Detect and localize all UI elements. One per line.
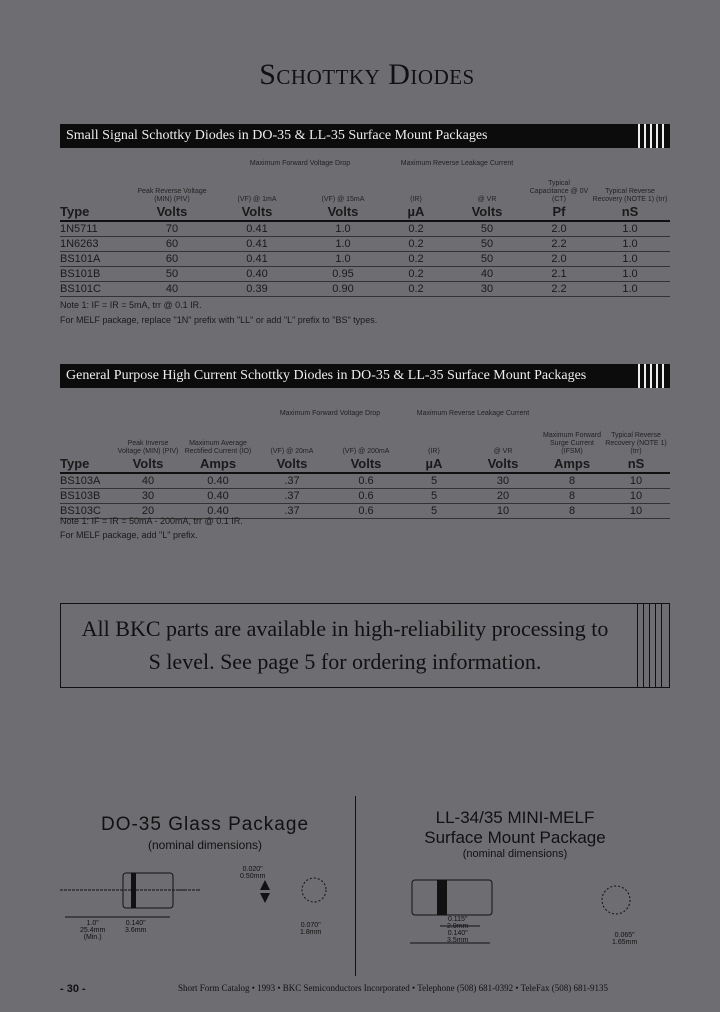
- unit-header: Amps: [180, 456, 256, 473]
- note: Note 1: IF = IR = 5mA, trr @ 0.1 IR.: [60, 300, 202, 310]
- table-cell: 0.2: [386, 237, 446, 252]
- melf-package: [370, 808, 660, 860]
- package-subtitle: (nominal dimensions): [462, 848, 568, 860]
- table-cell: 1.0: [590, 282, 670, 297]
- table-cell: 10: [602, 473, 670, 489]
- table-cell: 50: [130, 267, 214, 282]
- table-cell: 0.6: [328, 504, 404, 519]
- part-number: BS101C: [60, 282, 130, 297]
- footer-text: Short Form Catalog • 1993 • BKC Semiconductors Incorporated • Telephone (508) 681-0392 • TeleFax (508) 681-9135: [178, 983, 608, 993]
- table-cell: 1.0: [300, 221, 386, 237]
- page-number: - 30 -: [60, 983, 86, 995]
- unit-header: µA: [386, 204, 446, 221]
- table-cell: 8: [542, 504, 602, 519]
- dim: 1.65mm: [612, 939, 638, 946]
- table-cell: 0.2: [386, 267, 446, 282]
- table-cell: 5: [404, 504, 464, 519]
- table-cell: 50: [446, 237, 528, 252]
- table-cell: 50: [446, 221, 528, 237]
- unit-header: Volts: [214, 204, 300, 221]
- table-row: [60, 282, 670, 297]
- table-cell: 10: [464, 504, 542, 519]
- do35-drawing: [60, 860, 350, 970]
- part-number: BS101B: [60, 267, 130, 282]
- part-number: BS103B: [60, 489, 116, 504]
- table-cell: 0.40: [214, 267, 300, 282]
- stripe-decoration: [638, 124, 666, 148]
- group-header: Maximum Reverse Leakage Current: [400, 160, 514, 167]
- table-cell: 60: [130, 252, 214, 267]
- col-desc: Typical Capacitance @ 0V (CT): [529, 180, 589, 203]
- table-cell: 0.6: [328, 489, 404, 504]
- high-current-table: [60, 410, 670, 519]
- part-number: 1N5711: [60, 221, 130, 237]
- notice-line: S level. See page 5 for ordering information.: [148, 649, 542, 674]
- small-signal-table: [60, 160, 670, 297]
- stripe-decoration: [637, 604, 663, 687]
- table-cell: 2.0: [528, 252, 590, 267]
- melf-drawing: [400, 870, 680, 970]
- wire-dim: [240, 866, 265, 880]
- col-desc: (VF) @ 15mA: [321, 196, 365, 203]
- table-cell: 30: [464, 473, 542, 489]
- table-cell: 2.0: [528, 221, 590, 237]
- table-cell: 1.0: [590, 221, 670, 237]
- col-desc: Peak Inverse Voltage (MIN) (PIV): [117, 440, 179, 455]
- dim: 0.140": [447, 930, 468, 937]
- table-row: [60, 237, 670, 252]
- dim: 0.50mm: [240, 873, 266, 880]
- package-title: DO-35 Glass Package: [100, 814, 310, 835]
- col-desc: (IR): [410, 196, 422, 203]
- table-cell: 50: [446, 252, 528, 267]
- col-desc: Maximum Forward Surge Current (IFSM): [543, 432, 601, 455]
- dim: 25.4mm: [80, 927, 106, 934]
- dia-dim: [300, 922, 321, 936]
- dim: 0.020": [242, 866, 263, 873]
- section2-banner: [60, 364, 670, 388]
- table-row: [60, 473, 670, 489]
- part-number: 1N6263: [60, 237, 130, 252]
- part-number: BS101A: [60, 252, 130, 267]
- table-cell: 2.2: [528, 282, 590, 297]
- table-cell: 60: [130, 237, 214, 252]
- table-cell: 0.41: [214, 237, 300, 252]
- col-desc: @ VR: [477, 196, 497, 203]
- table-cell: .37: [256, 489, 328, 504]
- table-cell: 20: [116, 504, 180, 519]
- unit-header: Type: [60, 456, 116, 473]
- unit-header: nS: [590, 204, 670, 221]
- table-cell: 40: [116, 473, 180, 489]
- table-cell: 8: [542, 473, 602, 489]
- col-desc: (IR): [428, 448, 440, 455]
- table-cell: 1.0: [300, 237, 386, 252]
- section2-heading: General Purpose High Current Schottky Diodes in DO-35 & LL-35 Surface Mount Packages: [66, 368, 587, 383]
- group-header: Maximum Reverse Leakage Current: [416, 410, 530, 417]
- do35-package: [60, 814, 350, 852]
- note: For MELF package, replace "1N" prefix with "LL" or add "L" prefix to "BS" types.: [60, 315, 378, 325]
- package-title: Surface Mount Package: [424, 828, 606, 847]
- unit-header: Volts: [116, 456, 180, 473]
- dim: 3.6mm: [125, 927, 147, 934]
- col-desc: (VF) @ 1mA: [237, 196, 277, 203]
- col-desc: (VF) @ 20mA: [270, 448, 314, 455]
- table-cell: 0.2: [386, 221, 446, 237]
- package-subtitle: (nominal dimensions): [147, 838, 263, 852]
- dim: 0.140": [125, 920, 146, 927]
- table-cell: 0.2: [386, 282, 446, 297]
- table-cell: 0.41: [214, 221, 300, 237]
- table-cell: 0.41: [214, 252, 300, 267]
- table-cell: 0.2: [386, 252, 446, 267]
- table-cell: 2.2: [528, 237, 590, 252]
- unit-header: Volts: [446, 204, 528, 221]
- table-cell: 20: [464, 489, 542, 504]
- unit-header: Amps: [542, 456, 602, 473]
- notice-line: All BKC parts are available in high-reliability processing to: [81, 616, 609, 641]
- table-cell: 30: [446, 282, 528, 297]
- col-desc: Typical Reverse Recovery (NOTE 1) (trr): [592, 188, 668, 203]
- table-cell: 0.40: [180, 489, 256, 504]
- table-cell: 40: [130, 282, 214, 297]
- col-desc: Maximum Average Rectified Current (IO): [184, 440, 252, 455]
- table-cell: 0.40: [180, 504, 256, 519]
- table-cell: 40: [446, 267, 528, 282]
- dim: 2.9mm: [447, 923, 469, 930]
- table-cell: 30: [116, 489, 180, 504]
- dim: 0.115": [447, 916, 468, 923]
- table-cell: 1.0: [590, 237, 670, 252]
- stripe-decoration: [638, 364, 666, 388]
- dim: 3.5mm: [447, 937, 469, 944]
- unit-header: Volts: [256, 456, 328, 473]
- table-cell: 0.90: [300, 282, 386, 297]
- dim: (Min.): [83, 934, 102, 941]
- unit-header: Volts: [328, 456, 404, 473]
- table-cell: 70: [130, 221, 214, 237]
- table-cell: 1.0: [590, 252, 670, 267]
- table-cell: 5: [404, 489, 464, 504]
- table-cell: 0.6: [328, 473, 404, 489]
- group-header: Maximum Forward Voltage Drop: [249, 160, 351, 167]
- dim: 1.0": [86, 920, 99, 927]
- unit-header: µA: [404, 456, 464, 473]
- melf-dia-dim: [612, 932, 637, 946]
- table-cell: 0.95: [300, 267, 386, 282]
- table-cell: 0.40: [180, 473, 256, 489]
- unit-header: Volts: [464, 456, 542, 473]
- dim: 0.065": [614, 932, 635, 939]
- col-desc: Typical Reverse Recovery (NOTE 1) (trr): [605, 432, 667, 455]
- unit-header: Type: [60, 204, 130, 221]
- table-row: [60, 267, 670, 282]
- table-cell: .37: [256, 504, 328, 519]
- table-cell: .37: [256, 473, 328, 489]
- dim: 1.8mm: [300, 929, 322, 936]
- unit-header: nS: [602, 456, 670, 473]
- unit-header: Pf: [528, 204, 590, 221]
- unit-header: Volts: [130, 204, 214, 221]
- table-row: [60, 221, 670, 237]
- table-cell: 1.0: [590, 267, 670, 282]
- divider: [355, 796, 356, 976]
- part-number: BS103C: [60, 504, 116, 519]
- package-title: LL-34/35 MINI-MELF: [435, 808, 595, 827]
- hi-rel-notice: [60, 603, 670, 688]
- group-header: Maximum Forward Voltage Drop: [279, 410, 381, 417]
- table-cell: 2.1: [528, 267, 590, 282]
- note: For MELF package, add "L" prefix.: [60, 530, 198, 540]
- melf-body-dim: [447, 916, 468, 944]
- body-dim: [125, 920, 146, 934]
- section1-heading: Small Signal Schottky Diodes in DO-35 & LL-35 Surface Mount Packages: [66, 128, 488, 143]
- table-row: [60, 489, 670, 504]
- table-row: [60, 252, 670, 267]
- lead-dim: [80, 920, 105, 941]
- col-desc: Peak Reverse Voltage (MIN) (PIV): [137, 188, 207, 203]
- part-number: BS103A: [60, 473, 116, 489]
- table-cell: 10: [602, 504, 670, 519]
- page-title: Schottky Diodes: [259, 58, 475, 91]
- unit-header: Volts: [300, 204, 386, 221]
- dim: 0.070": [300, 922, 321, 929]
- col-desc: @ VR: [493, 448, 513, 455]
- table-cell: 0.39: [214, 282, 300, 297]
- table-cell: 5: [404, 473, 464, 489]
- table-cell: 1.0: [300, 252, 386, 267]
- section1-banner: [60, 124, 670, 148]
- table-cell: 8: [542, 489, 602, 504]
- col-desc: (VF) @ 200mA: [342, 448, 390, 455]
- table-cell: 10: [602, 489, 670, 504]
- note: Note 1: IF = IR = 50mA - 200mA, trr @ 0.1 IR.: [60, 516, 243, 526]
